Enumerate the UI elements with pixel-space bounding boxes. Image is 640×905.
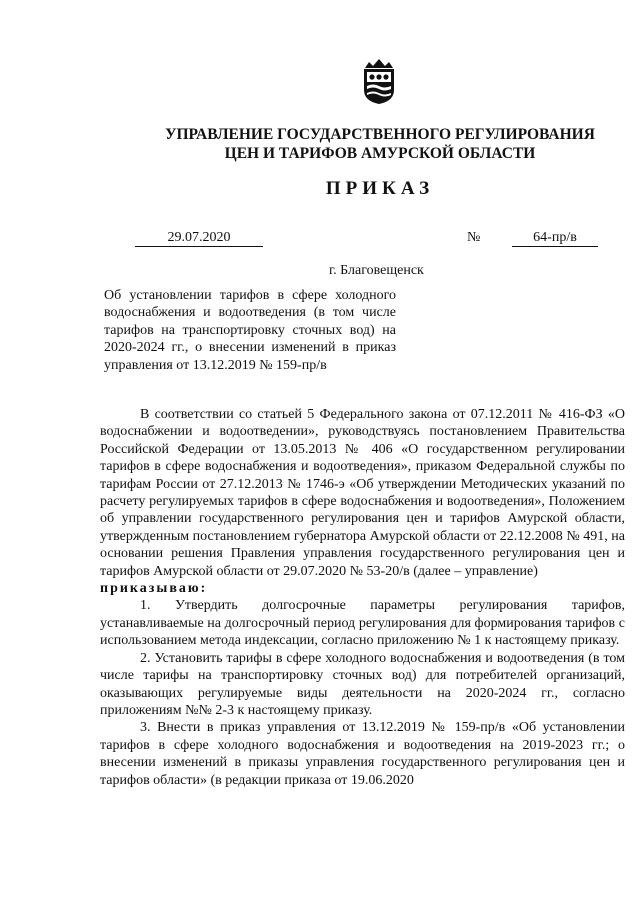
order-word: приказываю:: [100, 581, 208, 597]
preamble-paragraph: В соответствии со статьей 5 Федерального закона от 07.12.2011 № 416-ФЗ «О водоснабжении и водоотведении», руководствуясь постановлением Правительства Российской Федерации от 13.05.2013 № 406 «О государственном регулировании тарифов в сфере водоснабжения и водоотведения», приказом Федеральной службы по тарифам России от 27.12.2013 № 1746-э «Об утверждении Методических указаний по расчету регулируемых тарифов в сфере водоснабжения и водоотведения», Положением об управлении государственного регулирования цен и тарифов Амурской области, утвержденным постановлением губернатора Амурской области от 22.12.2008 № 491, на основании решения Правления управления государственного регулирования цен и тарифов Амурской области от 29.07.2020 № 53-20/в (далее – управление): [100, 407, 625, 579]
document-title: ПРИКАЗ: [325, 178, 435, 199]
agency-name-line1: УПРАВЛЕНИЕ ГОСУДАРСТВЕННОГО РЕГУЛИРОВАНИЯ: [165, 126, 595, 143]
coat-of-arms-icon: [359, 56, 399, 106]
order-item-1: 1. Утвердить долгосрочные параметры регулирования тарифов, устанавливаемые на долгосрочный период регулирования для формирования тарифов с использованием метода индексации, согласно приложению № 1 к настоящему приказу.: [100, 598, 625, 649]
order-body: [100, 406, 625, 789]
order-item-2: 2. Установить тарифы в сфере холодного водоснабжения и водоотведения (в том числе тарифы на транспортировку сточных вод) для потребителей организаций, оказывающих регулируемые виды деятельности на 2020-2024 гг., согласно приложениям №№ 2-3 к настоящему приказу.: [100, 650, 625, 718]
order-number-sign: №: [467, 230, 481, 245]
order-date: 29.07.2020: [135, 230, 263, 247]
agency-name-line2: ЦЕН И ТАРИФОВ АМУРСКОЙ ОБЛАСТИ: [224, 145, 536, 162]
order-subject: Об установлении тарифов в сфере холодного водоснабжения и водоотведения (в том числе тарифов на транспортировку сточных вод) на 2020-2024 гг., о внесении изменений в приказ управления от 13.12.2019 № 159-пр/в: [104, 288, 396, 373]
city: г. Благовещенск: [329, 263, 424, 278]
order-item-3: 3. Внести в приказ управления от 13.12.2019 № 159-пр/в «Об установлении тарифов в сфере холодного водоснабжения и водоотведения на 2019-2023 гг.; о внесении изменений в приказы управления государственного регулирования цен и тарифов области» (в редакции приказа от 19.06.2020: [100, 720, 625, 788]
agency-name: [120, 125, 640, 163]
order-number: 64-пр/в: [512, 230, 598, 247]
